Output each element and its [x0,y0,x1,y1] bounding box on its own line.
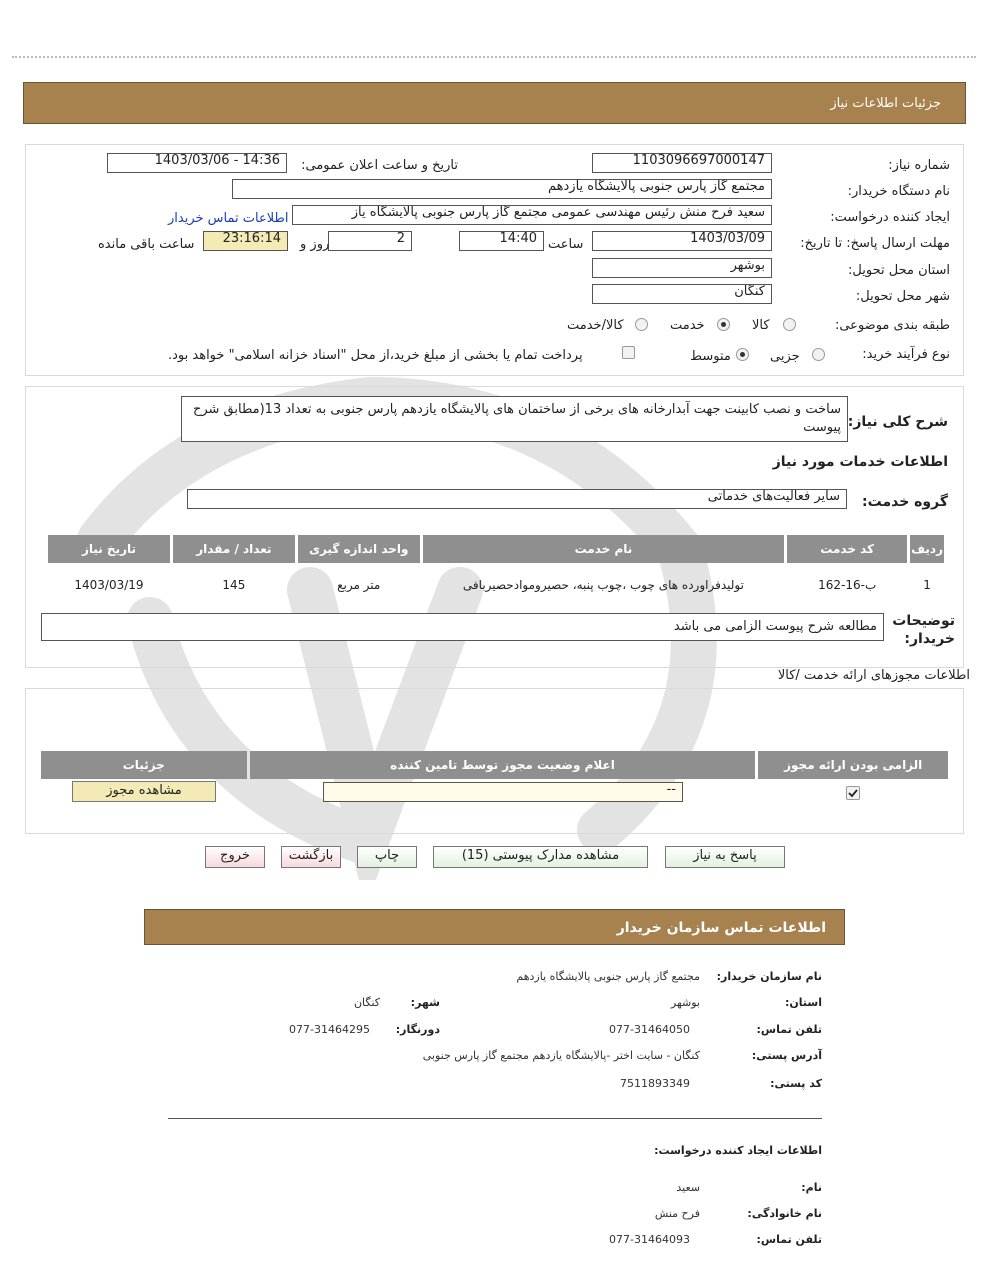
contact-province-label: استان: [785,996,822,1009]
need-number-label: شماره نیاز: [888,158,950,173]
contact-org-value: مجتمع گاز پارس جنوبی پالایشگاه یازدهم [516,970,700,983]
contact-fax-value: 077-31464295 [289,1023,370,1036]
back-button[interactable]: بازگشت [281,846,341,868]
contact-fax-label: دورنگار: [395,1023,440,1036]
summary-text: ساخت و نصب کابینت جهت آبدارخانه های برخی از ساختمان های پالایشگاه یازدهم پارس جنوبی به تعداد 13(مطابق شرح پیوست [181,396,848,442]
summary-label: شرح کلی نیاز: [847,414,948,430]
deadline-hour-label: ساعت [548,237,584,252]
permit-col-details: جزئیات [41,751,247,779]
service-date: 1403/03/19 [74,578,144,592]
city-label: شهر محل تحویل: [855,289,950,304]
service-code: ب-16-162 [818,578,877,592]
service-name: تولیدفراورده های چوب ،چوب پنبه، حصیروموادحصیربافی [462,578,744,592]
contact-city-value: کنگان [353,996,380,1009]
exit-button[interactable]: خروج [205,846,265,868]
deadline-time-field[interactable]: 14:40 [459,231,544,251]
remaining-label: ساعت باقی مانده [98,237,195,252]
view-attachments-button[interactable]: مشاهده مدارک پیوستی (15) [433,846,648,868]
row-number: 1 [923,578,931,592]
buyer-notes-label: توضیحات خریدار: [892,613,955,647]
service-group-label: گروه خدمت: [862,494,948,510]
creator-family-value: فرح منش [654,1207,700,1220]
page-title: جزئیات اطلاعات نیاز [830,96,941,111]
permit-status-field[interactable]: -- [323,782,683,802]
buyer-contact-link[interactable]: اطلاعات تماس خریدار [168,211,289,226]
contact-postal-label: کد پستی: [770,1077,822,1090]
days-field[interactable]: 2 [328,231,412,251]
process-partial-label: جزیی [770,349,800,364]
service-qty: 145 [222,578,246,592]
permit-col-required: الزامی بودن ارائه مجوز [758,751,948,779]
creator-heading: اطلاعات ایجاد کننده درخواست: [654,1144,822,1157]
col-unit: واحد اندازه گیری [298,535,420,563]
creator-name-label: نام: [801,1181,822,1194]
top-dotted-divider [12,56,976,58]
col-name: نام خدمت [423,535,785,563]
page-header [23,82,966,124]
buyer-org-field[interactable]: مجتمع گاز پارس جنوبی پالایشگاه یازدهم [232,179,772,199]
contact-province-value: بوشهر [670,996,700,1009]
category-both-label: کالا/خدمت [567,318,624,333]
creator-phone-label: تلفن تماس: [756,1233,822,1246]
contact-phone-value: 077-31464050 [609,1023,690,1036]
announce-date-label: تاریخ و ساعت اعلان عمومی: [301,158,458,173]
process-type-label: نوع فرآیند خرید: [862,347,950,362]
service-unit: متر مربع [337,578,381,592]
treasury-payment-note: پرداخت تمام یا بخشی از مبلغ خرید،از محل "اسناد خزانه اسلامی" خواهد بود. [168,348,583,363]
deadline-label: مهلت ارسال پاسخ: تا تاریخ: [800,236,950,251]
col-qty: تعداد / مقدار [173,535,295,563]
category-goods-radio[interactable] [783,318,796,331]
services-heading: اطلاعات خدمات مورد نیاز [772,454,948,470]
table-row [48,566,944,604]
treasury-payment-checkbox[interactable] [622,346,635,359]
province-field[interactable]: بوشهر [592,258,772,278]
contact-header [144,909,845,945]
contact-divider [168,1118,822,1119]
creator-label: ایجاد کننده درخواست: [830,210,950,225]
permit-col-status: اعلام وضعیت مجوز توسط تامین کننده [250,751,756,779]
category-both-radio[interactable] [635,318,648,331]
service-group-field[interactable]: سایر فعالیت‌های خدماتی [187,489,847,509]
contact-title: اطلاعات تماس سازمان خریدار [616,920,826,936]
contact-postal-value: 7511893349 [620,1077,690,1090]
contact-address-label: آدرس پستی: [751,1049,822,1062]
print-button[interactable]: چاپ [357,846,417,868]
col-row: ردیف [910,535,944,563]
creator-field[interactable]: سعید فرح منش رئیس مهندسی عمومی مجتمع گاز پارس جنوبی پالایشگاه یاز [292,205,772,225]
buyer-org-label: نام دستگاه خریدار: [847,184,950,199]
contact-phone-label: تلفن تماس: [756,1023,822,1036]
process-medium-label: متوسط [690,349,731,364]
remaining-time-field: 23:16:14 [203,231,288,251]
announce-date-field[interactable]: 1403/03/06 - 14:36 [107,153,287,173]
need-number-field[interactable]: 1103096697000147 [592,153,772,173]
reply-button[interactable]: پاسخ به نیاز [665,846,785,868]
check-icon [847,787,859,799]
province-label: استان محل تحویل: [848,263,950,278]
creator-phone-value: 077-31464093 [609,1233,690,1246]
category-label: طبقه بندی موضوعی: [834,318,950,333]
col-date: تاریخ نیاز [48,535,170,563]
deadline-date-field[interactable]: 1403/03/09 [592,231,772,251]
days-label: روز و [300,237,330,252]
permits-heading: اطلاعات مجوزهای ارائه خدمت /کالا [777,668,970,683]
services-table [45,532,947,607]
view-permit-button[interactable]: مشاهده مجوز [72,781,216,802]
process-medium-radio[interactable] [736,348,749,361]
creator-name-value: سعید [676,1181,700,1194]
city-field[interactable]: کنگان [592,284,772,304]
buyer-notes-text: مطالعه شرح پیوست الزامی می باشد [41,613,884,641]
category-service-label: خدمت [670,318,705,333]
col-code: کد خدمت [787,535,907,563]
contact-org-label: نام سازمان خریدار: [716,970,822,983]
creator-family-label: نام خانوادگی: [747,1207,822,1220]
category-service-radio[interactable] [717,318,730,331]
contact-city-label: شهر: [410,996,440,1009]
contact-address-value: کنگان - سایت اختر -پالایشگاه یازدهم مجتمع گاز پارس جنوبی [422,1049,700,1062]
category-goods-label: کالا [752,318,770,333]
process-partial-radio[interactable] [812,348,825,361]
